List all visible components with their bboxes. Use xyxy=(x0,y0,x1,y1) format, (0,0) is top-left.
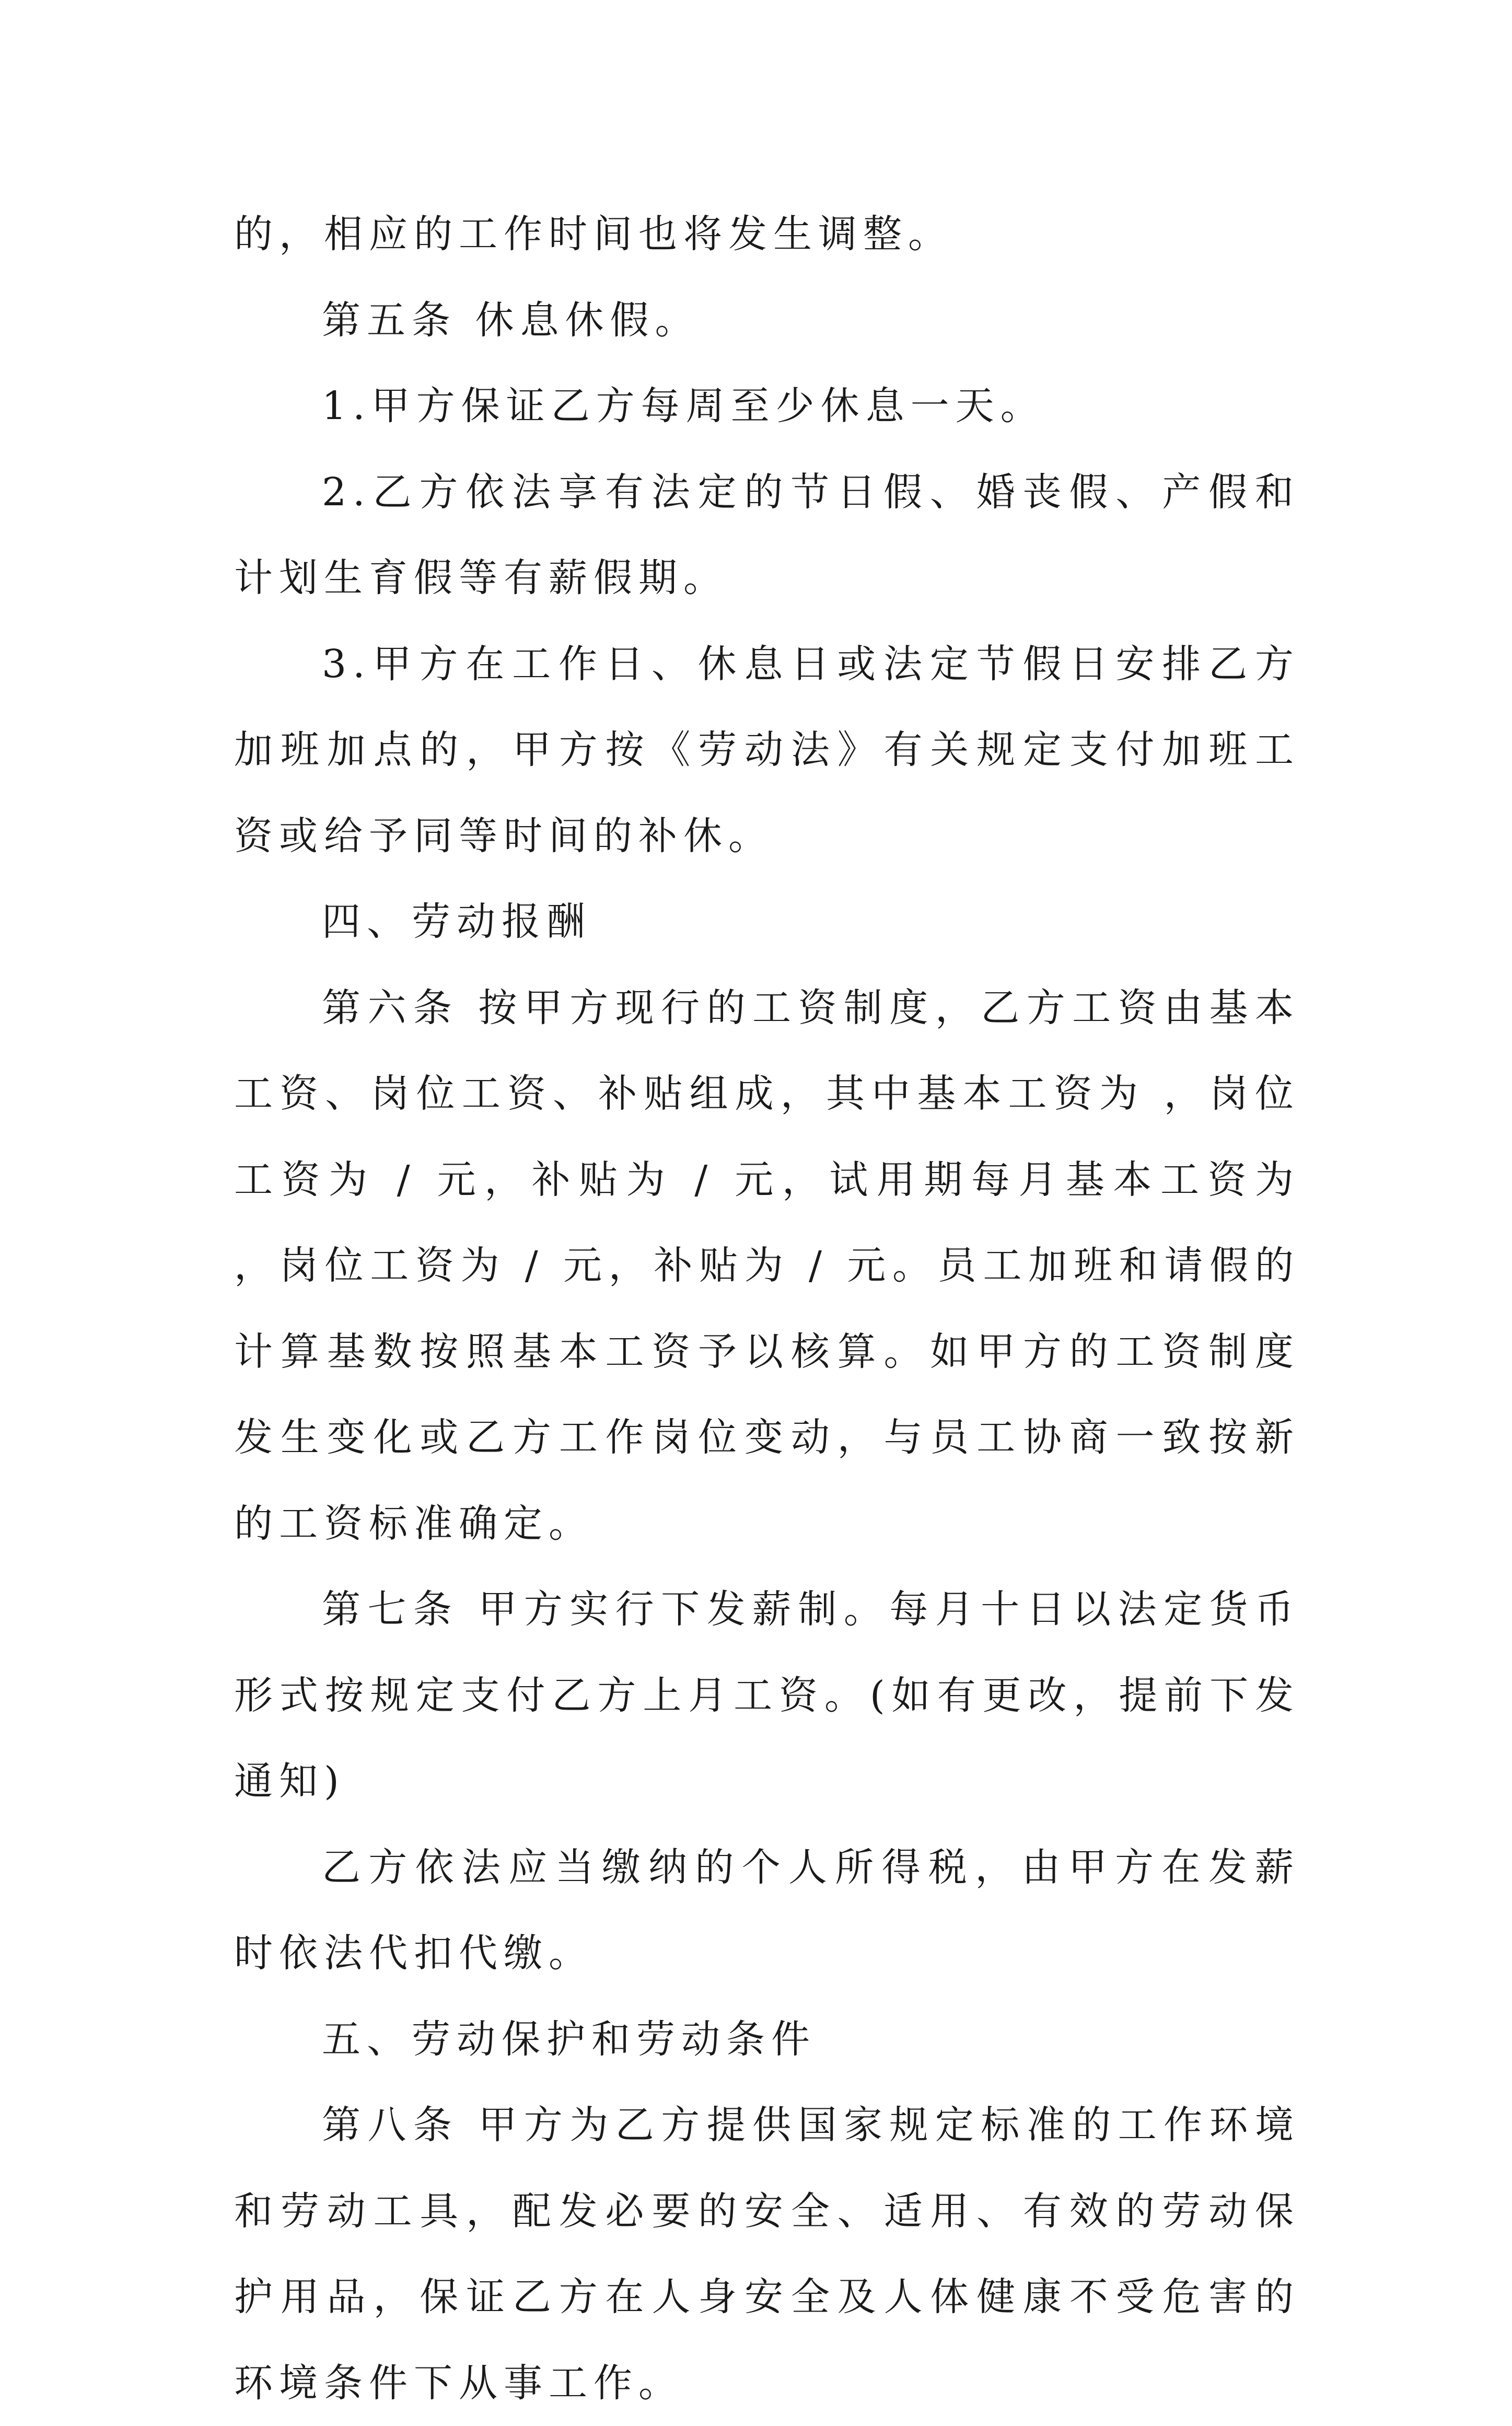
article-6-paragraph: 第六条 按甲方现行的工资制度，乙方工资由基本工资、岗位工资、补贴组成，其中基本工资为 ，岗位工资为 / 元，补贴为 / 元，试用期每月基本工资为 ，岗位工资为 / 元，补贴为 / 元。员工加班和请假的计算基数按照基本工资予以核算。如甲方的工资制度发生变化或乙方工作岗位变动，与员工协商一致按新的工资标准确定。 xyxy=(234,985,1300,1546)
article-5-item-1: 1.甲方保证乙方每周至少休息一天。 xyxy=(322,384,1045,428)
article-5-item-2: 2.乙方依法享有法定的节日假、婚丧假、产假和计划生育假等有薪假期。 xyxy=(234,469,1300,600)
section-4-heading: 四、劳动报酬 xyxy=(322,899,591,944)
article-5-heading: 第五条 休息休假。 xyxy=(322,297,700,343)
section-5-heading: 五、劳动保护和劳动条件 xyxy=(322,2016,816,2062)
article-7-paragraph: 第七条 甲方实行下发薪制。每月十日以法定货币形式按规定支付乙方上月工资。(如有更改，提前下发通知) xyxy=(234,1587,1300,1804)
article-5-item-3: 3.甲方在工作日、休息日或法定节假日安排乙方加班加点的，甲方按《劳动法》有关规定支付加班工资或给予同等时间的补休。 xyxy=(234,641,1300,858)
contract-body-text xyxy=(234,191,1300,2426)
paragraph-continuation: 的，相应的工作时间也将发生调整。 xyxy=(234,212,953,257)
tax-withholding-paragraph: 乙方依法应当缴纳的个人所得税，由甲方在发薪时依法代扣代缴。 xyxy=(234,1844,1300,1976)
article-8-paragraph: 第八条 甲方为乙方提供国家规定标准的工作环境和劳动工具，配发必要的安全、适用、有效的劳动保护用品，保证乙方在人身安全及人体健康不受危害的环境条件下从事工作。 xyxy=(234,2103,1300,2406)
